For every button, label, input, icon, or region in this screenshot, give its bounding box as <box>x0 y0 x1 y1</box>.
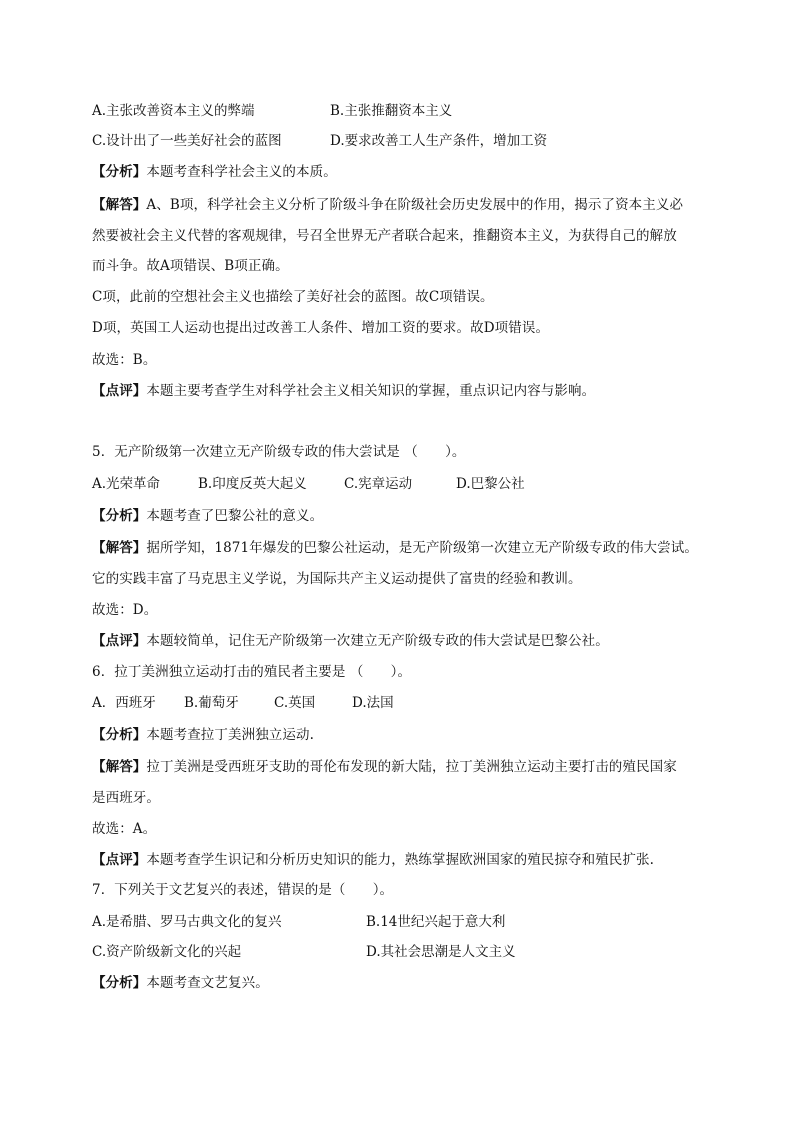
q7-option-b: B.14世纪兴起于意大利 <box>366 914 506 930</box>
q4-choice: 故选：B。 <box>92 352 157 368</box>
q5-option-b: B.印度反英大起义 <box>198 476 307 492</box>
comment-text: 本题考查学生识记和分析历史知识的能力，熟练掌握欧洲国家的殖民掠夺和殖民扩张. <box>146 852 654 868</box>
q4-answer-line-3: 而斗争。故A项错误、B项正确。 <box>92 258 289 274</box>
comment-tag: 【点评】 <box>92 633 147 649</box>
q4-answer-line-4: C项，此前的空想社会主义也描绘了美好社会的蓝图。故C项错误。 <box>92 289 494 305</box>
q4-comment <box>92 381 595 401</box>
q5-question: 5．无产阶级第一次建立无产阶级专政的伟大尝试是 （ ）。 <box>92 444 466 460</box>
analysis-text: 本题考查文艺复兴。 <box>146 975 269 991</box>
analysis-text: 本题考查了巴黎公社的意义。 <box>146 508 324 524</box>
q6-choice: 故选：A。 <box>92 821 157 837</box>
q6-comment <box>92 850 654 870</box>
q5-option-d: D.巴黎公社 <box>456 476 525 492</box>
q4-option-b: B.主张推翻资本主义 <box>330 103 453 119</box>
q6-question: 6．拉丁美洲独立运动打击的殖民者主要是 （ ）。 <box>92 664 412 680</box>
q6-option-c: C.英国 <box>274 695 316 711</box>
q4-analysis <box>92 162 337 182</box>
q4-answer-line-2: 然要被社会主义代替的客观规律，号召全世界无产者联合起来，推翻资本主义，为获得自己的解放 <box>92 228 677 244</box>
answer-text: 拉丁美洲是受西班牙支助的哥伦布发现的新大陆，拉丁美洲独立运动主要打击的殖民国家 <box>146 759 677 775</box>
q6-option-a: A．西班牙 <box>92 695 156 711</box>
q6-analysis <box>92 725 314 745</box>
q6-option-b: B.葡萄牙 <box>184 695 239 711</box>
q5-comment <box>92 631 609 651</box>
q4-answer-line-5: D项，英国工人运动也提出过改善工人条件、增加工资的要求。故D项错误。 <box>92 320 550 336</box>
answer-tag: 【解答】 <box>92 759 147 775</box>
q4-answer-line-1 <box>92 195 683 215</box>
analysis-text: 本题考查科学社会主义的本质。 <box>146 164 337 180</box>
analysis-tag: 【分析】 <box>92 727 147 743</box>
comment-text: 本题较简单，记住无产阶级第一次建立无产阶级专政的伟大尝试是巴黎公社。 <box>146 633 609 649</box>
q5-answer-line-1 <box>92 538 698 558</box>
q5-choice: 故选：D。 <box>92 602 158 618</box>
q6-option-d: D.法国 <box>352 695 394 711</box>
comment-tag: 【点评】 <box>92 852 147 868</box>
answer-tag: 【解答】 <box>92 197 147 213</box>
q5-option-a: A.光荣革命 <box>92 476 161 492</box>
q5-answer-line-2: 它的实践丰富了马克思主义学说，为国际共产主义运动提供了富贵的经验和教训。 <box>92 571 582 587</box>
q6-answer-line-2: 是西班牙。 <box>92 790 160 806</box>
comment-tag: 【点评】 <box>92 383 147 399</box>
answer-text: A、B项，科学社会主义分析了阶级斗争在阶级社会历史发展中的作用，揭示了资本主义必 <box>146 197 684 213</box>
answer-tag: 【解答】 <box>92 540 147 556</box>
answer-text: 据所学知，1871年爆发的巴黎公社运动，是无产阶级第一次建立无产阶级专政的伟大尝试。 <box>146 540 698 556</box>
q4-option-d: D.要求改善工人生产条件，增加工资 <box>330 133 548 149</box>
q5-analysis <box>92 506 323 526</box>
q7-question: 7．下列关于文艺复兴的表述，错误的是（ ）。 <box>92 882 394 898</box>
q4-option-c: C.设计出了一些美好社会的蓝图 <box>92 133 282 149</box>
analysis-tag: 【分析】 <box>92 508 147 524</box>
q7-option-c: C.资产阶级新文化的兴起 <box>92 944 242 960</box>
q5-option-c: C.宪章运动 <box>344 476 413 492</box>
q4-option-a: A.主张改善资本主义的弊端 <box>92 103 255 119</box>
q7-analysis <box>92 973 269 993</box>
analysis-text: 本题考查拉丁美洲独立运动. <box>146 727 314 743</box>
q7-option-a: A.是希腊、罗马古典文化的复兴 <box>92 914 282 930</box>
comment-text: 本题主要考查学生对科学社会主义相关知识的掌握，重点识记内容与影响。 <box>146 383 596 399</box>
analysis-tag: 【分析】 <box>92 975 147 991</box>
q7-option-d: D.其社会思潮是人文主义 <box>366 944 516 960</box>
analysis-tag: 【分析】 <box>92 164 147 180</box>
q6-answer-line-1 <box>92 757 677 777</box>
